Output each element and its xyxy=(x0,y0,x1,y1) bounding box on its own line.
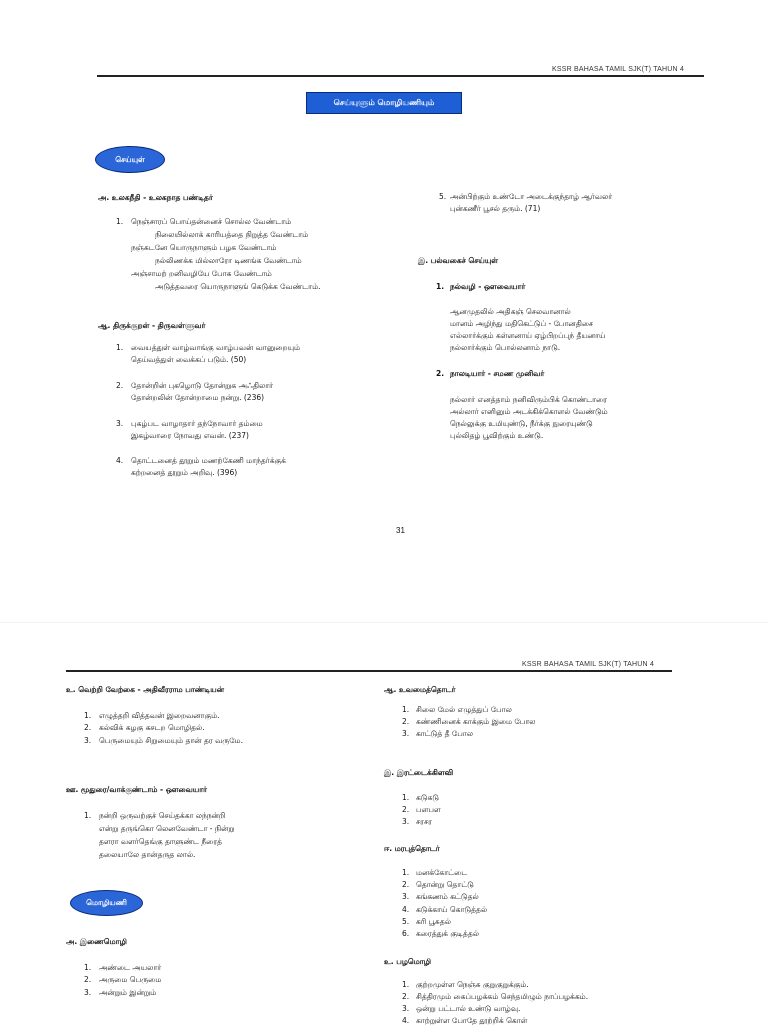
list-number: 1. xyxy=(402,705,410,714)
naladiyar-line: புல்லிதழ் பூவிற்கும் உண்டு. xyxy=(450,431,544,440)
list-number: 4. xyxy=(402,1016,410,1025)
list-number: 1. xyxy=(402,793,410,802)
pazhamozhi-item: ஒன்று பட்டால் உண்டு வாழ்வு. xyxy=(416,1004,521,1013)
nalvazhi-line: ஆனமுதலில் அதிகஞ் செலவானால் xyxy=(450,307,571,316)
ulaganeethi-line: நெஞ்சாரப் பொய்தன்னைச் சொல்ல வேண்டாம் xyxy=(131,217,292,226)
list-number: 4. xyxy=(402,905,410,914)
kural-number: 3. xyxy=(116,419,124,428)
page-gap xyxy=(0,622,768,623)
kural-line: தோன்றலின் தோன்றாமை நன்று. (236) xyxy=(131,393,265,402)
nalvazhi-line: மானம் அழிந்து மதிகெட்டுப் - போனதிசை xyxy=(450,319,594,328)
list-number: 2. xyxy=(84,723,92,732)
section-pazhamozhi-title: உ. பழமொழி xyxy=(384,957,432,966)
kural-number: 2. xyxy=(116,381,124,390)
section-uvamai-title: ஆ. உவமைத்தொடர் xyxy=(384,685,456,694)
section-thirukkural-title: ஆ. திருக்குறள் - திருவள்ளுவர் xyxy=(98,321,206,330)
page2-header-rule xyxy=(66,670,672,672)
list-number: 6. xyxy=(402,929,410,938)
ulaganeethi-line: நஞ்சுடனே யொருநாளும் பழக வேண்டாம் xyxy=(131,243,277,252)
nalvazhi-line: எல்லார்க்கும் கள்ளனாய் ஏழ்பிறப்புந் தீயனாய் xyxy=(450,331,606,340)
marabu-item: தொன்று தொட்டு xyxy=(416,880,474,889)
kural-line: தொட்டனைத் தூறும் மணற்கேணி மாந்தர்க்குக் xyxy=(131,456,286,465)
moothurai-line: என்று தருங்கொ லெனவேண்டா - நின்று xyxy=(99,824,235,833)
section-ulaganeethi-title: அ. உலகநீதி - உலகநாத பண்டிதர் xyxy=(98,193,213,202)
section-palvagai-title: இ. பல்வகைச் செய்யுள் xyxy=(418,256,499,265)
list-number: 1. xyxy=(402,980,410,989)
page1-header-rule xyxy=(97,75,704,77)
nalvazhi-line: நல்லார்க்கும் பொல்லனாம் நாடு. xyxy=(450,343,561,352)
list-number: 3. xyxy=(402,892,410,901)
naladiyar-line: நல்லார் எனத்தாம் நனிவிரும்பிக் கொண்டாரை xyxy=(450,395,607,404)
pazhamozhi-item: குற்றமுள்ள நெஞ்சு குறுகுறுக்கும். xyxy=(416,980,529,989)
kural-line: கற்றனைத் தூறும் அறிவு. (396) xyxy=(131,468,238,477)
kural-line: அன்பிற்கும் உண்டோ அடைக்குந்தாழ் ஆர்வலர் xyxy=(450,192,613,201)
page-number: 31 xyxy=(396,526,405,535)
page1-section-pill: செய்யுள் xyxy=(95,146,165,173)
section-vetri-verkai-title: உ. வெற்றி வேற்கை - அதிவீரராம பாண்டியன் xyxy=(66,685,224,694)
naladiyar-title: நாலடியார் - சமண முனிவர் xyxy=(450,369,545,378)
kural-number: 4. xyxy=(116,456,124,465)
section-inaimozhi-title: அ. இணைமொழி xyxy=(66,937,127,946)
uvamai-item: கண்ணினைக் காக்கும் இமை போல xyxy=(416,717,536,726)
list-number: 5. xyxy=(402,917,410,926)
moothurai-number: 1. xyxy=(84,811,92,820)
marabu-item: கரைத்துக் குடித்தல் xyxy=(416,929,479,938)
list-number: 3. xyxy=(84,988,92,997)
list-number: 1. xyxy=(84,711,92,720)
page2-section-pill: மொழியணி xyxy=(70,890,143,916)
section-irattai-title: இ. இரட்டைக்கிளவி xyxy=(384,768,454,777)
list-number: 3. xyxy=(402,1004,410,1013)
uvamai-item: சிலை மேல் எழுத்துப் போல xyxy=(416,705,512,714)
inaimozhi-item: அண்டை அயலார் xyxy=(99,963,162,972)
marabu-item: மனக்கோட்டை xyxy=(416,868,468,877)
page1-header: KSSR BAHASA TAMIL SJK(T) TAHUN 4 xyxy=(552,66,685,73)
kural-line: தோன்றின் புகழொடு தோன்றுக அஃதிலார் xyxy=(131,381,274,390)
list-number: 2. xyxy=(402,805,410,814)
inaimozhi-item: அருமை பெருமை xyxy=(99,975,162,984)
ulaganeethi-line: நிலையில்லாக் காரியத்தை நிறுத்த வேண்டாம் xyxy=(155,230,309,239)
kural-line: இகழ்வாரை நோவது எவன். (237) xyxy=(131,431,249,440)
kural-line: புன்கணீர் பூசல் தரும். (71) xyxy=(450,204,541,213)
list-number: 1. xyxy=(402,868,410,877)
kural-line: வையத்துள் வாழ்வாங்கு வாழ்பவன் வானுறையும் xyxy=(131,343,301,352)
naladiyar-number: 2. xyxy=(436,369,445,378)
list-number: 1. xyxy=(84,963,92,972)
marabu-item: கங்கணம் கட்டுதல் xyxy=(416,892,479,901)
vetri-verkai-item: கல்விக் கழகு கசடற மொழிதல். xyxy=(99,723,205,732)
irattai-item: சரசர xyxy=(416,817,433,826)
list-number: 3. xyxy=(402,729,410,738)
irattai-item: பளபள xyxy=(416,805,441,814)
nalvazhi-title: நல்வழி - ஔவையார் xyxy=(450,282,526,291)
kural-number: 5. xyxy=(439,192,447,201)
ulaganeethi-line: அடுத்தவரை யொருநாளுங் கெடுக்க வேண்டாம். xyxy=(155,282,321,291)
kural-number: 1. xyxy=(116,343,124,352)
list-number: 2. xyxy=(402,992,410,1001)
page2-header: KSSR BAHASA TAMIL SJK(T) TAHUN 4 xyxy=(522,661,655,668)
kural-line: புகழ்பட வாழாதார் தந்நோவார் தம்மை xyxy=(131,419,263,428)
list-number: 2. xyxy=(402,717,410,726)
nalvazhi-number: 1. xyxy=(436,282,445,291)
pazhamozhi-item: சித்திரமும் கைப்பழக்கம் செந்தமிழும் நாப்பழக்கம். xyxy=(416,992,589,1001)
marabu-item: கடுக்காய் கொடுத்தல் xyxy=(416,905,488,914)
list-number: 3. xyxy=(84,736,92,745)
moothurai-line: நன்றி ஒருவற்குச் செய்தக்கா லந்நன்றி xyxy=(99,811,226,820)
list-number: 2. xyxy=(402,880,410,889)
moothurai-line: தளரா வளர்தெங்கு தாளுண்ட நீரைத் xyxy=(99,837,223,846)
section-marabu-title: ஈ. மரபுத்தொடர் xyxy=(384,844,440,853)
inaimozhi-item: அன்றும் இன்றும் xyxy=(99,988,157,997)
ulaganeethi-number: 1. xyxy=(116,217,124,226)
irattai-item: கடுகடு xyxy=(416,793,439,802)
naladiyar-line: அல்லார் எனினும் அடக்கிக்கொளல் வேண்டும் xyxy=(450,407,608,416)
kural-line: தெய்வத்துள் வைக்கப் படும். (50) xyxy=(131,355,247,364)
section-moothurai-title: ஊ. மூதுரை/வாக்குண்டாம் - ஔவையார் xyxy=(66,785,208,794)
pazhamozhi-item: காற்றுள்ள போதே தூற்றிக் கொள் xyxy=(416,1016,528,1025)
vetri-verkai-item: பெருமையும் சிறுமையும் தான் தர வருமே. xyxy=(99,736,243,745)
ulaganeethi-line: அஞ்சாமற் றனிவழியே போக வேண்டாம் xyxy=(131,269,272,278)
vetri-verkai-item: எழுத்தறி வித்தவன் இறைவனாகும். xyxy=(99,711,220,720)
uvamai-item: காட்டுத் தீ போல xyxy=(416,729,473,738)
list-number: 2. xyxy=(84,975,92,984)
page1-title-banner: செய்யுளும் மொழியணியும் xyxy=(306,92,462,114)
list-number: 3. xyxy=(402,817,410,826)
marabu-item: கரி பூசுதல் xyxy=(416,917,451,926)
ulaganeethi-line: நல்லிணக்க மில்லாரோ டிணங்க வேண்டாம் xyxy=(155,256,302,265)
naladiyar-line: நெல்லுக்கு உமியுண்டு, நீர்க்கு நுரையுண்டு xyxy=(450,419,593,428)
moothurai-line: தலையாலே தான்தருத லால். xyxy=(99,850,196,859)
